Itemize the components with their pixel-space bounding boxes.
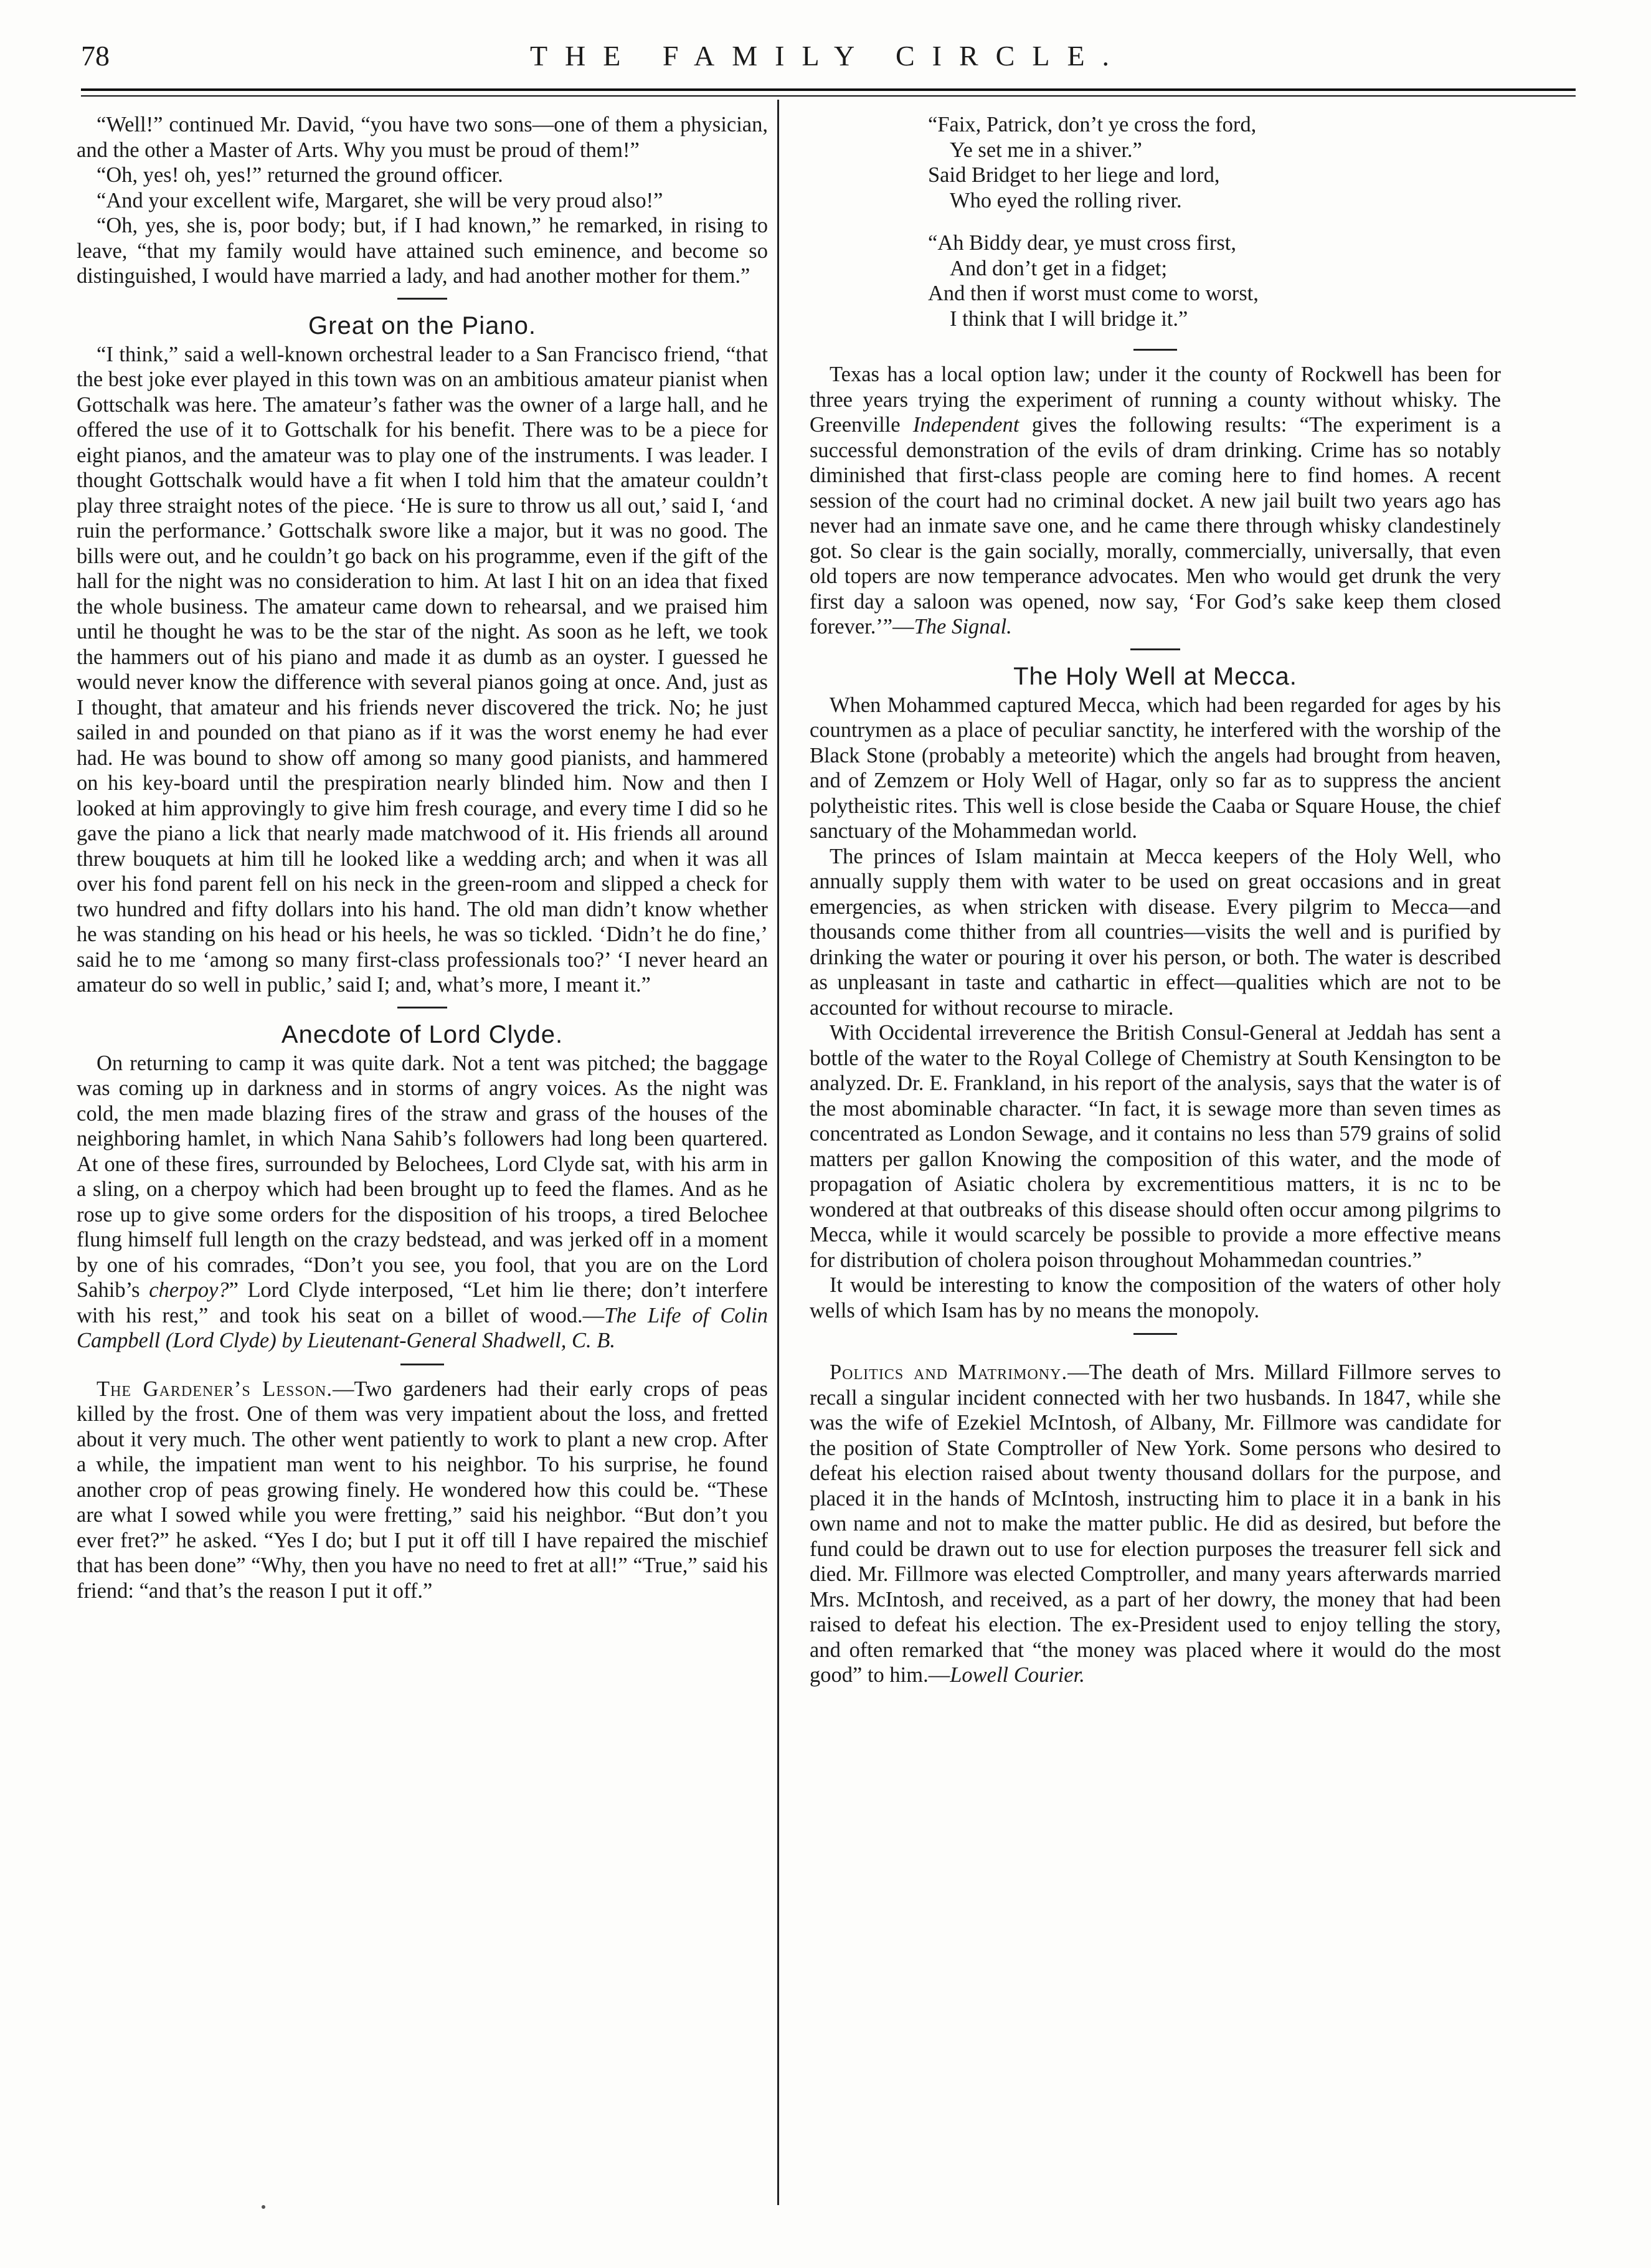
article-heading-clyde: Anecdote of Lord Clyde. [281, 1020, 564, 1048]
poem-line: Ye set me in a shiver.” [950, 138, 1142, 162]
section-divider [1130, 648, 1180, 650]
section-divider [1133, 349, 1177, 351]
politics-source: Lowell Courier. [950, 1663, 1085, 1687]
publication-title: THE FAMILY CIRCLE. [529, 40, 1127, 72]
clyde-emphasis: cherpoy? [149, 1278, 229, 1302]
article-gardener [77, 1377, 768, 1604]
column-divider [777, 100, 779, 2205]
poem-line: “Ah Biddy dear, ye must cross first, [928, 231, 1236, 255]
poem-line: Said Bridget to her liege and lord, [928, 163, 1220, 187]
mecca-paragraph: It would be interesting to know the composition of the waters of other holy wells of which Isam has by no means the monopoly. [810, 1273, 1501, 1322]
section-divider [400, 1364, 444, 1365]
texas-source: The Signal. [914, 615, 1012, 638]
intro-paragraph: “Well!” continued Mr. David, “you have two sons—one of them a physician, and the other a Master of Arts. Why you must be proud of them!” [77, 113, 768, 162]
right-column [810, 112, 1501, 1688]
masthead [81, 37, 1576, 87]
left-column [77, 112, 768, 1603]
section-divider [1133, 1333, 1177, 1335]
poem-stanza [810, 112, 1501, 213]
texas-text: Texas has a local option law; under it the county of Rockwell has been for three years trying the experiment of running a county without whisky. The Greenville [810, 363, 1501, 437]
mecca-paragraph: With Occidental irreverence the British Consul-General at Jeddah has sent a bottle of the water to the Royal College of Chemistry at South Kensington to be analyzed. Dr. E. Frankland, in his report of the analysis, says that the water is of the most abominable character. “In fact, it is sewage more than seven times as concentrated as London Sewage, and it contains no less than 579 grains of solid matters per gallon Knowing the composition of this water, and the mode of propagation of Asiatic cholera by excrementitious matters, it is nc to be wondered at that outbreaks of this disease should often occur among pilgrims to Mecca, while it would scarcely be possible to provide a more effective means for distribution of cholera poison throughout Mohammedan countries.” [810, 1021, 1501, 1272]
clyde-text-cont: ” Lord Clyde interposed, “Let him lie there; don’t interfere with his rest,” and took his seat on a billet of wood.— [77, 1278, 768, 1327]
poem-line: And then if worst must come to worst, [928, 282, 1259, 305]
mecca-paragraph: When Mohammed captured Mecca, which had been regarded for ages by his countrymen as a place of peculiar sanctity, he interfered with the worship of the Black Stone (probably a meteorite) which the angels had brought from heaven, and of Zemzem or Holy Well of Hagar, only so far as to suppress the ancient polytheistic rites. This well is close beside the Caaba or Square House, the chief sanctuary of the Mohammedan world. [810, 693, 1501, 843]
politics-lead: Politics and Matrimony. [830, 1360, 1068, 1384]
poem [810, 112, 1501, 331]
poem-line: I think that I will bridge it.” [950, 306, 1188, 331]
mecca-paragraph: The princes of Islam maintain at Mecca keepers of the Holy Well, who annually supply them with water to be used on great occasions and in great emergencies, as when stricken with disease. Every pilgrim to Mecca—and thousands come thither from all countries—visits the well and is purified by drinking the water or pouring it over his person, or both. The water is described as unpleasant in taste and cathartic in effect—qualities which are not to be accounted for without recourse to miracle. [810, 844, 1501, 1020]
poem-stanza [810, 230, 1501, 331]
article-body-clyde [77, 1051, 768, 1354]
intro-paragraph: “And your excellent wife, Margaret, she will be very proud also!” [97, 188, 663, 212]
intro-paragraph: “Oh, yes, she is, poor body; but, if I had known,” he remarked, in rising to leave, “that my family would have attained such eminence, and become so distinguished, I would have married a lady, and had another mother for them.” [77, 214, 768, 288]
texas-text-cont: gives the following results: “The experiment is a successful demonstration of the evils of dram drinking. Crime has so notably diminished that first-class people are coming here to find homes. A recent session of the court had no criminal docket. A new jail built two years ago has never had an inmate save one, and he came there through whisky clandestinely got. So clear is the gain socially, morally, commercially, universally, that even old topers are now temperance advocates. Men who would get drunk the very first day a saloon was opened, now say, ‘For God’s sake keep them closed forever.’”— [810, 413, 1501, 638]
article-body-piano: “I think,” said a well-known orchestral leader to a San Francisco friend, “that the best joke ever played in this town was on an ambitious amateur pianist when Gottschalk was here. The amateur’s father was the owner of a large hall, and he offered the use of it to Gottschalk for his benefit. There was to be a piece for eight pianos, and the amateur was to play one of the instruments. I was leader. I thought Gottschalk would have a fit when I told him that the amateur couldn’t play three straight notes of the piece. ‘He is sure to throw us all out,’ said I, ‘and ruin the performance.’ Gottschalk swore like a major, but it was no good. The bills were out, and he couldn’t go back on his programme, even if the gift of the hall for the night was no consideration to him. At last I hit on an idea that fixed the whole business. The amateur came down to rehearsal, and we praised him until he thought he was to be the star of the night. As soon as he left, we took the hammers out of his piano and made it as dumb as an oyster. I guessed he would never know the difference with several pianos going at once. And, just as I thought, that amateur and his friends never discovered the trick. No; he just sailed in and pounded on that piano as if it was the worst enemy he had ever had. He was bound to show off among so many good pianists, and hammered on his key-board until the prespiration nearly blinded him. Now and then I looked at him approvingly to give him fresh courage, and every time I did so he gave the piano a lick that nearly made matchwood of it. His friends all around threw bouquets at him till he looked like a wedding arch; and when it was all over his fond parent fell on his neck in the green-room and slipped a check for two hundred and fifty dollars into his hand. The old man didn’t know whether he was standing on his head or his heels, he was so tickled. ‘Didn’t he do fine,’ said he to me ‘among so many first-class professionals too?’ ‘I never heard an amateur do so well in public,’ said I; and, what’s more, I meant it.” [77, 342, 768, 997]
header-rule [81, 88, 1576, 91]
gardener-lead: The Gardener’s Lesson. [97, 1377, 333, 1401]
poem-line: “Faix, Patrick, don’t ye cross the ford, [928, 113, 1257, 136]
section-divider [397, 298, 447, 300]
page-number: 78 [81, 40, 110, 72]
article-politics [810, 1360, 1501, 1688]
article-heading-piano: Great on the Piano. [308, 311, 536, 339]
poem-line: Who eyed the rolling river. [950, 188, 1182, 212]
gardener-body: —Two gardeners had their early crops of peas killed by the frost. One of them was very impatient about the loss, and fretted about it very much. The other went patiently to work to plant a new crop. After a while, the impatient man went to his neighbor. To his surprise, he found another crop of peas growing finely. He wondered how this could be. “These are what I sowed while you were fretting,” said his neighbor. “But don’t you ever fret?” he asked. “Yes I do; but I put it off till I have repaired the mischief that has been done” “Why, then you have no need to fret at all!” “True,” said his friend: “and that’s the reason I put it off.” [77, 1377, 768, 1603]
intro-paragraph: “Oh, yes! oh, yes!” returned the ground officer. [97, 163, 503, 187]
ink-dot [262, 2205, 265, 2209]
article-texas [810, 362, 1501, 640]
section-divider [397, 1007, 447, 1008]
article-heading-mecca: The Holy Well at Mecca. [1013, 662, 1297, 690]
header-rule-thin [81, 95, 1576, 97]
clyde-text: On returning to camp it was quite dark. Not a tent was pitched; the baggage was coming up in darkness and in storms of angry voices. As the night was cold, the men made blazing fires of the straw and grass of the houses of the neighboring hamlet, in which Nana Sahib’s followers had long been quartered. At one of these fires, surrounded by Belochees, Lord Clyde sat, with his arm in a sling, on a cherpoy which had been brought up to feed the flames. And as he rose up to give some orders for the disposition of his troops, a tired Belochee flung himself full length on the crazy bedstead, and was jerked off in a moment by one of his comrades, “Don’t you see, you fool, that you are on the Lord Sahib’s [77, 1051, 768, 1302]
texas-emphasis: Independent [912, 413, 1019, 437]
poem-line: And don’t get in a fidget; [950, 256, 1168, 280]
clyde-source: The Life of Colin Campbell (Lord Clyde) by Lieutenant-General Shadwell, C. B. [77, 1303, 769, 1352]
politics-body: —The death of Mrs. Millard Fillmore serves to recall a singular incident connected with her two husbands. In 1847, while she was the wife of Ezekiel McIntosh, of Albany, Mr. Fillmore was candidate for the position of State Comptroller of New York. Some persons who desired to defeat his election raised about twenty thousand dollars for the purpose, and placed it in the hands of McIntosh, instructing him to place it in a bank in his own name and not to make the matter public. He did as desired, but before the fund could be drawn out to use for election purposes the treasurer fell sick and died. Mr. Fillmore was elected Comptroller, and many years afterwards married Mrs. McIntosh, and received, as a part of her dowry, the money that had been raised to defeat his election. The ex-President used to enjoy telling the story, and often remarked that “the money was placed where it would do the most good” to him.— [810, 1360, 1501, 1687]
